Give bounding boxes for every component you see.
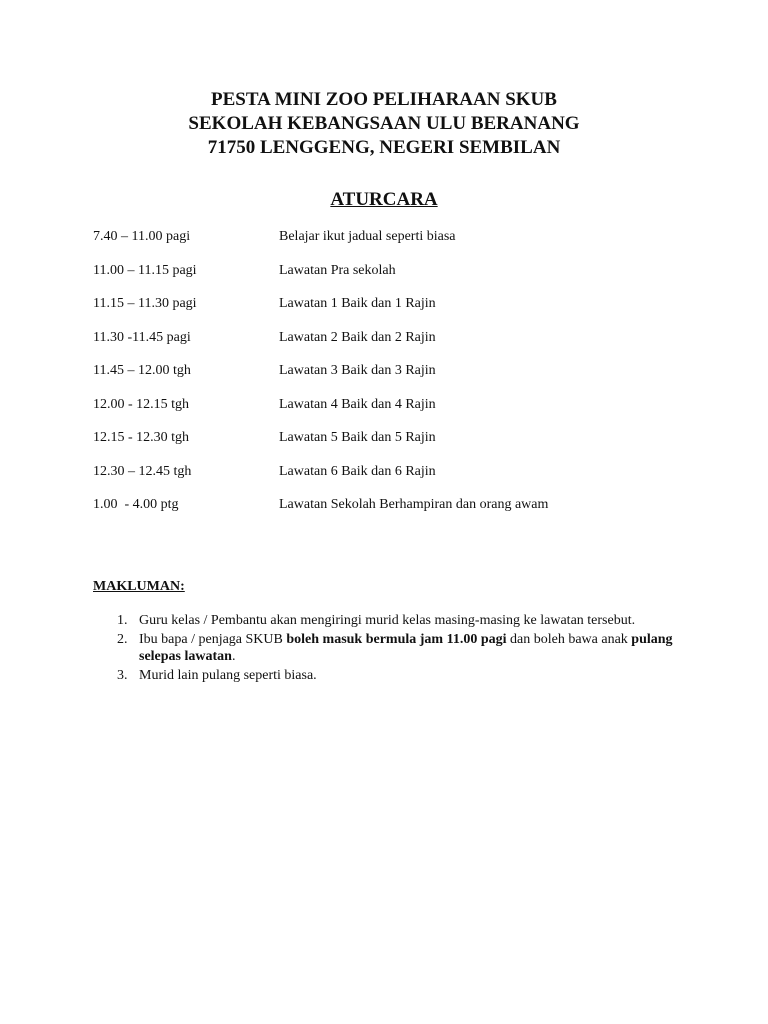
schedule-activity: Lawatan 4 Baik dan 4 Rajin [279, 396, 436, 412]
schedule-time: 11.15 – 11.30 pagi [93, 296, 197, 311]
schedule-time: 12.00 - 12.15 tgh [93, 396, 190, 412]
document-header [0, 88, 768, 160]
note-text-plain: dan boleh bawa anak [506, 632, 632, 647]
note-item [93, 612, 673, 629]
note-item [93, 631, 673, 665]
school-name: SEKOLAH KEBANGSAAN ULU BERANANG [188, 113, 580, 134]
schedule-row [93, 329, 693, 363]
note-number: 3. [117, 668, 128, 683]
schedule-time: 11.30 -11.45 pagi [93, 329, 191, 345]
schedule-row [93, 295, 693, 329]
schedule-time: 1.00 - 4.00 ptg [93, 497, 179, 512]
schedule-activity: Lawatan Pra sekolah [279, 262, 396, 278]
section-title: ATURCARA [330, 189, 438, 210]
schedule-time: 11.45 – 12.00 tgh [93, 363, 191, 378]
schedule-row [93, 463, 693, 497]
schedule-row [93, 429, 693, 463]
schedule-activity: Lawatan Sekolah Berhampiran dan orang awam [279, 497, 549, 512]
schedule-activity: Lawatan 5 Baik dan 5 Rajin [279, 430, 436, 445]
schedule-row [93, 496, 693, 530]
school-address: 71750 LENGGENG, NEGERI SEMBILAN [207, 137, 561, 158]
note-text: Murid lain pulang seperti biasa. [139, 668, 317, 683]
schedule-time: 12.30 – 12.45 tgh [93, 463, 192, 479]
schedule-activity: Lawatan 1 Baik dan 1 Rajin [279, 296, 436, 311]
schedule-row [93, 362, 693, 396]
schedule-time: 7.40 – 11.00 pagi [93, 229, 191, 244]
note-text-bold: boleh masuk bermula jam 11.00 pagi [286, 632, 507, 647]
note-text-plain: . [231, 649, 236, 664]
schedule-activity: Lawatan 6 Baik dan 6 Rajin [279, 463, 436, 479]
schedule-row [93, 262, 693, 296]
notes-title: MAKLUMAN: [93, 579, 185, 594]
schedule-time: 12.15 - 12.30 tgh [93, 430, 190, 445]
event-title: PESTA MINI ZOO PELIHARAAN SKUB [211, 89, 557, 110]
schedule-activity: Belajar ikut jadual seperti biasa [279, 229, 456, 244]
schedule-row [93, 228, 693, 262]
note-text [139, 632, 673, 664]
note-text: Guru kelas / Pembantu akan mengiringi murid kelas masing-masing ke lawatan tersebut. [139, 613, 636, 628]
note-number: 1. [117, 613, 128, 628]
notes-list [93, 612, 673, 686]
schedule-list [93, 228, 693, 530]
schedule-row [93, 396, 693, 430]
schedule-time: 11.00 – 11.15 pagi [93, 262, 197, 278]
note-item [93, 667, 673, 684]
schedule-activity: Lawatan 2 Baik dan 2 Rajin [279, 329, 436, 345]
note-text-plain: Ibu bapa / penjaga SKUB [139, 632, 287, 647]
note-text-bold: pulang selepas lawatan [139, 632, 673, 664]
note-number: 2. [117, 632, 128, 647]
schedule-activity: Lawatan 3 Baik dan 3 Rajin [279, 363, 436, 378]
